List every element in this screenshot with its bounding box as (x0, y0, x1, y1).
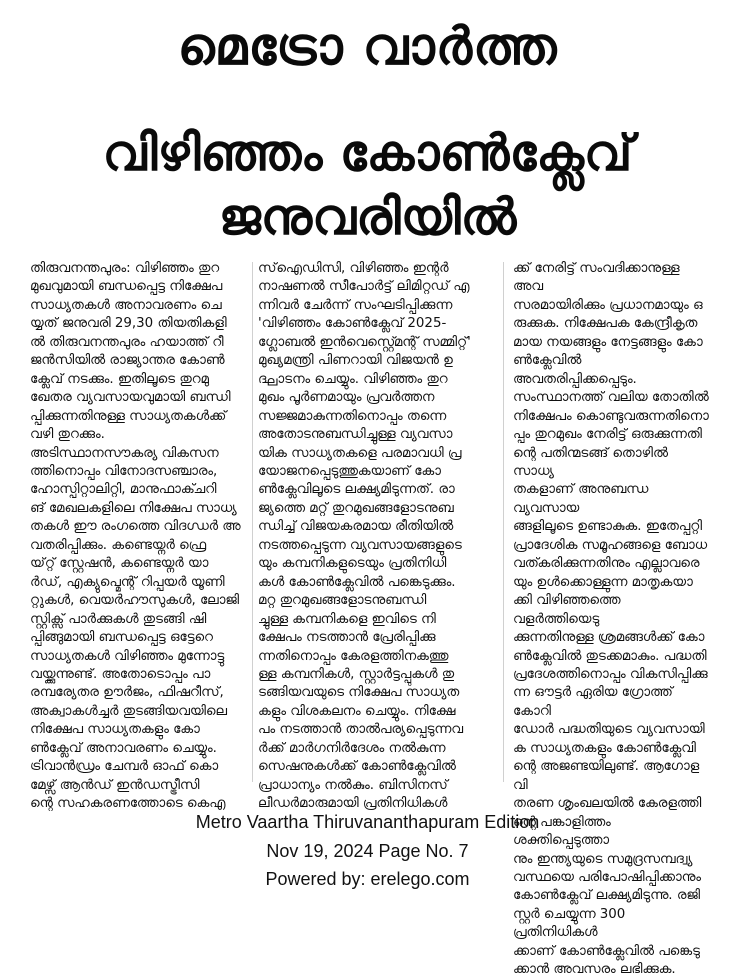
column-divider (503, 262, 504, 782)
article-column-1 (30, 260, 248, 812)
article-paragraph: സ്ഐഡിസി, വിഴിഞ്ഞം ഇന്റർ നാഷണൽ സീപോർട്ട് ലിമിറ്റഡ് എ ന്നിവർ ചേർന്ന് സംഘടിപ്പിക്കുന്ന 'വിഴിഞ്ഞം കോൺക്ലേവ് 2025- ഗ്ലോബൽ ഇൻവെസ്റ്റ്മെന്റ് സമ്മിറ്റ്' മുഖ്യമന്ത്രി പിണറായി വിജയൻ ഉ ദ്ഘാടനം ചെയ്യും. വിഴിഞ്ഞം തുറ മുഖം പൂർണമായും പ്രവർത്തന സജ്ജമാകുന്നതിനൊപ്പം തന്നെ അതോടനുബന്ധിച്ചുള്ള വ്യവസാ യിക സാധ്യതകളെ പരമാവധി പ്ര യോജനപ്പെടുത്തുകയാണ് കോ ൺക്ലേവിലൂടെ ലക്ഷ്യമിടുന്നത്. രാ ജ്യത്തെ മറ്റ് തുറമുഖങ്ങളോടനുബ ന്ധിച്ച് വിജയകരമായ രീതിയിൽ നടത്തപ്പെടുന്ന വ്യവസായങ്ങളുടെ യും കമ്പനികളുടെയും പ്രതിനിധി കൾ കോൺക്ലേവിൽ പങ്കെടുക്കും. (258, 261, 471, 590)
footer-date-page: Nov 19, 2024 Page No. 7 (266, 841, 469, 861)
article-paragraph: സംസ്ഥാനത്ത് വലിയ തോതിൽ നിക്ഷേപം കൊണ്ടുവരുന്നതിനൊ പ്പം തുറമുഖം നേരിട്ട് ഒരുക്കുന്നതി ന്റെ പതിന്മടങ്ങ് തൊഴിൽ സാധ്യ തകളാണ് അനുബന്ധ വ്യവസായ ങ്ങളിലൂടെ ഉണ്ടാകുക. ഇതേപ്പറ്റി പ്രാദേശിക സമൂഹങ്ങളെ ബോധ വത്കരിക്കുന്നതിനും എല്ലാവരെ യും ഉൾക്കൊള്ളുന്ന മാതൃകയാ ക്കി വിഴിഞ്ഞത്തെ വളർത്തിയെടു ക്കുന്നതിനുള്ള ശ്രമങ്ങൾക്ക് കോ ൺക്ലേവിൽ തുടക്കമാകും. പദ്ധതി പ്രദേശത്തിനൊപ്പം വികസിപ്പിക്കു ന്ന ഔട്ടർ ഏരിയ ഗ്രോത്ത് കോറി ഡോർ പദ്ധതിയുടെ വ്യവസായി ക സാധ്യതകളും കോൺക്ലേവി ന്റെ അജണ്ടയിലുണ്ട്. ആഗോള വി തരണ ശൃംഖലയിൽ കേരളത്തി ന്റെ പങ്കാളിത്തം ശക്തിപ്പെടുത്താ നും ഇന്ത്യയുടെ സമുദ്രസമ്പദ്വ്യ വസ്ഥയെ പരിപോഷിപ്പിക്കാനും കോൺക്ലേവ് ലക്ഷ്യമിടുന്നു. രജി സ്റ്റർ ചെയ്യുന്ന 300 പ്രതിനിധികൾ ക്കാണ് കോൺക്ലേവിൽ പങ്കെടു ക്കാൻ അവസരം ലഭിക്കുക. (513, 390, 709, 978)
article-paragraph: ട്രിവാൻഡ്രം ചേമ്പർ ഓഫ് കൊ മേഴ്സ് ആൻഡ് ഇൻഡസ്ട്രീസി ന്റെ സഹകരണത്തോടെ കെഎ (30, 759, 226, 812)
article-column-2 (258, 260, 488, 812)
masthead-title: മെട്രോ വാർത്ത (177, 17, 558, 77)
article-column-3 (513, 260, 709, 978)
headline-line-2: ജനുവരിയിൽ (218, 188, 517, 246)
footer-edition: Metro Vaartha Thiruvananthapuram Edition (195, 812, 540, 832)
headline-rule (24, 254, 716, 255)
column-divider (252, 262, 253, 782)
article-paragraph: അടിസ്ഥാനസൗകര്യ വികസന ത്തിനൊപ്പം വിനോദസഞ്ചാരം, ഹോസ്പിറ്റാലിറ്റി, മാനുഫാക്ചറി ങ് മേഖലകളിലെ നിക്ഷേപ സാധ്യ തകൾ ഈ രംഗത്തെ വിദഗ്ധർ അ വതരിപ്പിക്കും. കണ്ടെയ്നർ ഫ്രെ യ്റ്റ് സ്റ്റേഷൻ, കണ്ടെയ്നർ യാ ർഡ്, എക്യുപ്മെന്റ് റിപ്പയർ യൂണി റ്റുകൾ, വെയർഹൗസുകൾ, ലോജി സ്റ്റിക്സ് പാർക്കുകൾ തുടങ്ങി ഷി പ്പിങ്ങുമായി ബന്ധപ്പെട്ട ഒട്ടേറെ സാധ്യതകൾ വിഴിഞ്ഞം മുന്നോട്ടു വയ്ക്കുന്നുണ്ട്. അതോടൊപ്പം പാ രമ്പര്യേതര ഊർജം, ഫിഷറീസ്, അക്വാകൾച്ചർ തുടങ്ങിയവയിലെ നിക്ഷേപ സാധ്യതകളും കോ ൺക്ലേവ് അനാവരണം ചെയ്യും. (30, 445, 241, 756)
article-paragraph: തിരുവനന്തപുരം: വിഴിഞ്ഞം തുറ മുഖവുമായി ബന്ധപ്പെട്ട നിക്ഷേപ സാധ്യതകൾ അനാവരണം ചെ യ്യത് ജനുവരി 29,30 തിയതികളി ൽ തിരുവനന്തപുരം ഹയാത്ത് റീ ജൻസിയിൽ രാജ്യാന്തര കോൺ ക്ലേവ് നടക്കും. ഇതിലൂടെ തുറമു ഖേതര വ്യവസായവുമായി ബന്ധി പ്പിക്കുന്നതിനുള്ള സാധ്യതകൾക്ക് വഴി തുറക്കും. (30, 261, 231, 443)
article-paragraph: മറ്റ തുറമുഖങ്ങളോടനുബന്ധി ച്ചുള്ള കമ്പനികളെ ഇവിടെ നി ക്ഷേപം നടത്താൻ പ്രേരിപ്പിക്കു ന്നതിനൊപ്പം കേരളത്തിനകത്തു ള്ള കമ്പനികൾ, സ്റ്റാർട്ടപ്പുകൾ തു ടങ്ങിയവയുടെ നിക്ഷേപ സാധ്യത കളും വിശകലനം ചെയ്യും. നിക്ഷേ പം നടത്താൻ താൽപര്യപ്പെടുന്നവ ർക്ക് മാർഗനിർദേശം നൽകുന്ന സെഷനുകൾക്ക് കോൺക്ലേവിൽ പ്രാധാന്യം നൽകും. ബിസിനസ് ലീഡർമാരുമായി പ്രതിനിധികൾ (258, 593, 464, 812)
headline-line-1: വിഴിഞ്ഞം കോൺക്ലേവ് (102, 124, 633, 182)
article-paragraph: ക്ക് നേരിട്ട് സംവദിക്കാനുള്ള അവ സരമായിരിക്കും പ്രധാനമായും ഒ രുക്കുക. നിക്ഷേപക കേന്ദ്രീകൃത മായ നയങ്ങളും നേട്ടങ്ങളും കോ ൺക്ലേവിൽ അവതരിപ്പിക്കപ്പെടും. (513, 261, 703, 387)
footer-powered-by: Powered by: erelego.com (265, 869, 470, 889)
